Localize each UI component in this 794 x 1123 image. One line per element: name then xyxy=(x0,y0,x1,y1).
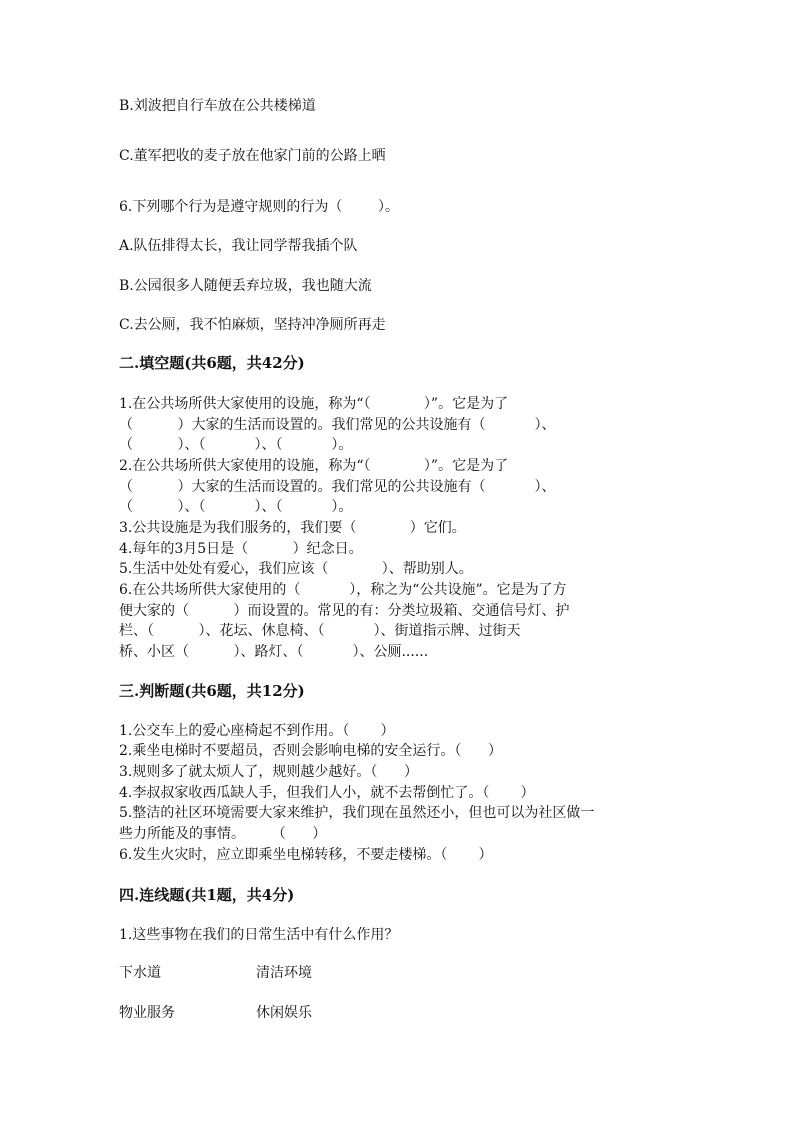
q5-option-c: C.董军把收的麦子放在他家门前的公路上晒 xyxy=(119,148,386,164)
s2-line: 栏、（ ）、花坛、休息椅、（ ）、街道指示牌、过街天 xyxy=(119,623,521,639)
s2-line: 6.在公共场所供大家使用的（ ），称之为“公共设施”。它是为了方 xyxy=(119,582,567,598)
s2-line: 便大家的（ ）而设置的。常见的有：分类垃圾箱、交通信号灯、护 xyxy=(119,603,570,619)
section2-title: 二.填空题(共6题，共42分) xyxy=(119,354,305,372)
s3-line: 2.乘坐电梯时不要超员，否则会影响电梯的安全运行。（ ） xyxy=(119,743,503,759)
q6-option-a: A.队伍排得太长，我让同学帮我插个队 xyxy=(119,238,358,254)
s2-line: 4.每年的3月5日是（ ）纪念日。 xyxy=(119,541,363,557)
section4-title: 四.连线题(共1题，共4分) xyxy=(119,886,295,904)
s3-line: 1.公交车上的爱心座椅起不到作用。（ ） xyxy=(119,723,395,739)
s2-line: 桥、小区（ ）、路灯、（ ）、公厕...... xyxy=(119,644,429,660)
s2-line: （ ）大家的生活而设置的。我们常见的公共设施有（ ）、 xyxy=(119,417,556,433)
section3-title: 三.判断题(共6题，共12分) xyxy=(119,682,305,700)
s3-line: 6.发生火灾时，应立即乘坐电梯转移，不要走楼梯。（ ） xyxy=(119,847,493,863)
s2-line: （ ）、（ ）、（ ）。 xyxy=(119,437,353,453)
s2-line: （ ）、（ ）、（ ）。 xyxy=(119,499,353,515)
match-left-item: 下水道 xyxy=(119,965,161,981)
s2-line: （ ）大家的生活而设置的。我们常见的公共设施有（ ）、 xyxy=(119,479,556,495)
match-left-item: 物业服务 xyxy=(119,1005,175,1021)
q6-option-c: C.去公厕，我不怕麻烦，坚持冲净厕所再走 xyxy=(119,317,386,333)
s4-question: 1.这些事物在我们的日常生活中有什么作用？ xyxy=(119,927,399,943)
match-right-item: 清洁环境 xyxy=(256,965,312,981)
match-right-item: 休闲娱乐 xyxy=(256,1005,312,1021)
s3-line: 4.李叔叔家收西瓜缺人手，但我们人小，就不去帮倒忙了。（ ） xyxy=(119,785,535,801)
s2-line: 5.生活中处处有爱心，我们应该（ ）、帮助别人。 xyxy=(119,561,473,577)
q6-stem: 6.下列哪个行为是遵守规则的行为（ ）。 xyxy=(119,199,399,215)
s3-line: 3.规则多了就太烦人了，规则越少越好。（ ） xyxy=(119,764,419,780)
s2-line: 3.公共设施是为我们服务的，我们要（ ）它们。 xyxy=(119,520,466,536)
s2-line: 2.在公共场所供大家使用的设施，称为“（ ）”。它是为了 xyxy=(119,458,509,474)
s2-line: 1.在公共场所供大家使用的设施，称为“（ ）”。它是为了 xyxy=(119,396,509,412)
s3-line: 5.整洁的社区环境需要大家来维护，我们现在虽然还小，但也可以为社区做一 xyxy=(119,805,595,821)
q6-option-b: B.公园很多人随便丢弃垃圾，我也随大流 xyxy=(119,278,372,294)
s3-line: 些力所能及的事情。 （ ） xyxy=(119,826,327,842)
q5-option-b: B.刘波把自行车放在公共楼梯道 xyxy=(119,98,316,114)
